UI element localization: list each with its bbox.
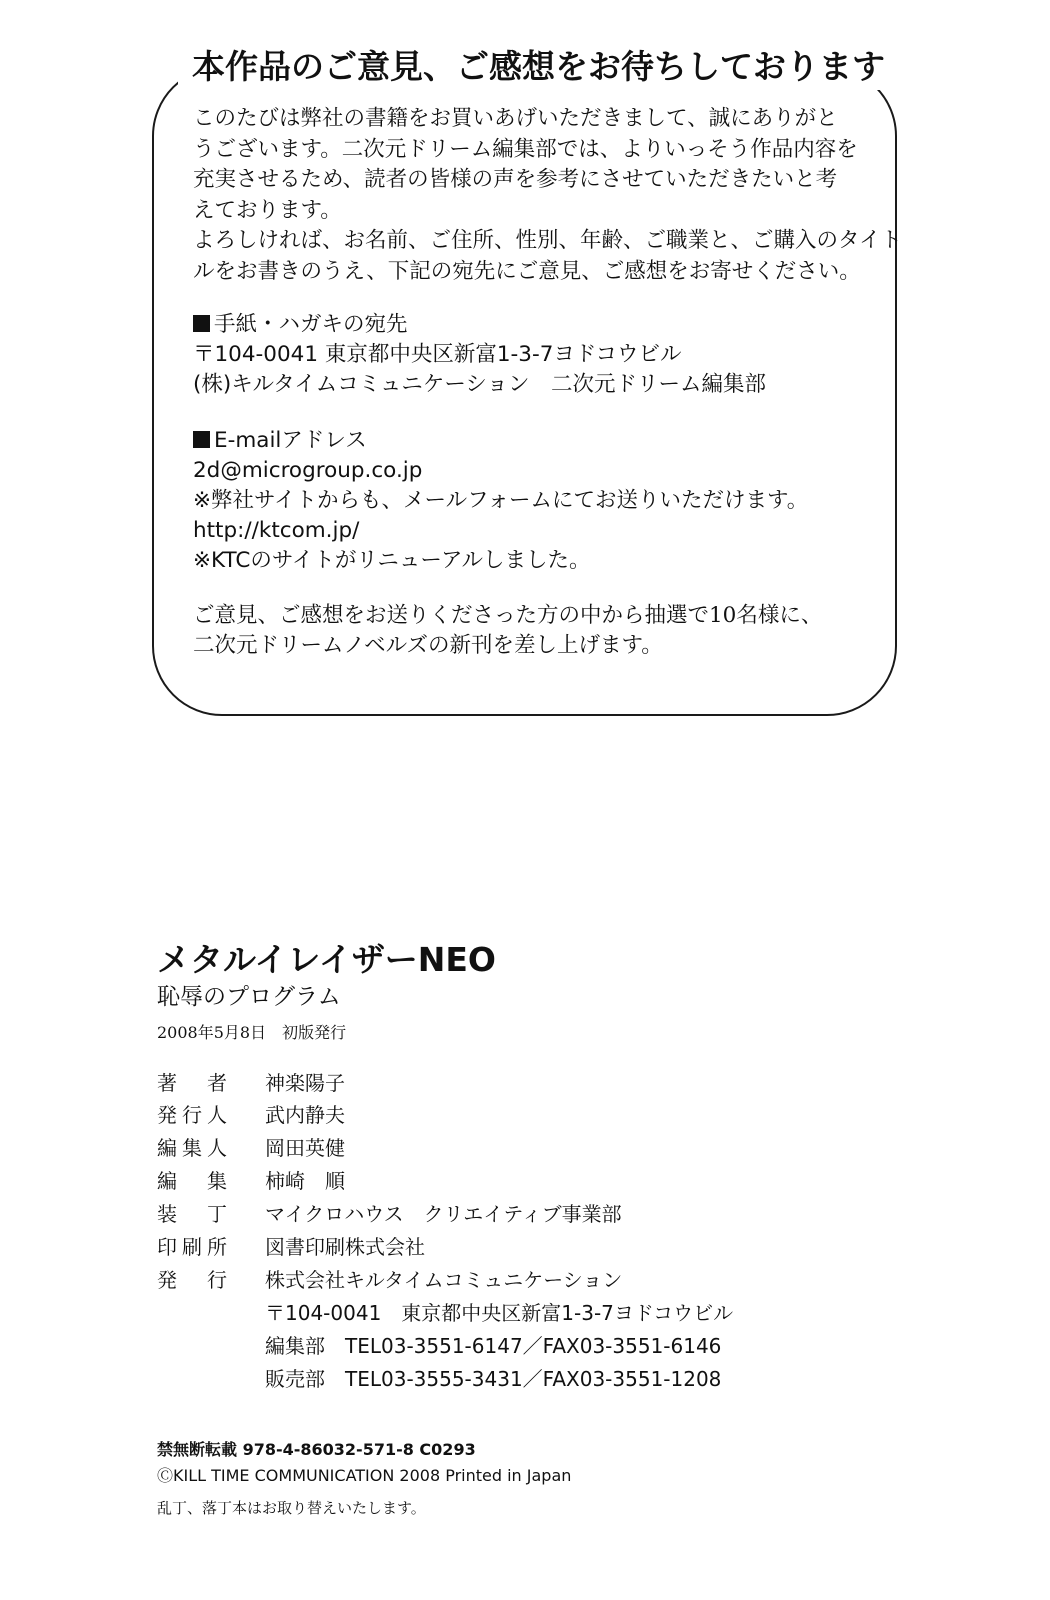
credit-label: 装丁	[157, 1202, 227, 1226]
copyright-line: ⒸKILL TIME COMMUNICATION 2008 Printed in Japan	[157, 1466, 572, 1485]
intro-line: 充実させるため、読者の皆様の声を参考にさせていただきたいと考	[193, 167, 838, 192]
square-bullet-icon	[193, 431, 210, 448]
book-subtitle: 恥辱のプログラム	[157, 984, 341, 1010]
site-url[interactable]: http://ktcom.jp/	[193, 518, 360, 543]
mail-address: 〒104-0041 東京都中央区新富1-3-7ヨドコウビル	[193, 342, 682, 367]
email-address[interactable]: 2d@microgroup.co.jp	[193, 458, 423, 483]
credit-value: マイクロハウス クリエイティブ事業部	[265, 1202, 622, 1226]
credit-label: 編集	[157, 1169, 227, 1193]
credit-value: 図書印刷株式会社	[265, 1235, 425, 1259]
mail-recipient: (株)キルタイムコミュニケーション 二次元ドリーム編集部	[193, 372, 766, 397]
credit-value: 株式会社キルタイムコミュニケーション	[265, 1268, 623, 1292]
prize-line: 二次元ドリームノベルズの新刊を差し上げます。	[193, 633, 663, 658]
credit-label: 編集人	[157, 1136, 227, 1160]
replacement-note: 乱丁、落丁本はお取り替えいたします。	[157, 1499, 426, 1517]
square-bullet-icon	[193, 315, 210, 332]
credit-value: 柿崎 順	[265, 1169, 345, 1193]
prize-section	[193, 601, 822, 661]
intro-line: えております。	[193, 197, 342, 223]
intro-line: ルをお書きのうえ、下記の宛先にご意見、ご感想をお寄せください。	[193, 258, 861, 284]
credit-value: 岡田英健	[265, 1136, 345, 1160]
credit-label: 印刷所	[157, 1235, 227, 1259]
mail-section	[193, 310, 766, 400]
credit-value: 武内静夫	[265, 1103, 345, 1127]
intro-line: うございます。二次元ドリーム編集部では、よりいっそう作品内容を	[193, 136, 858, 162]
prize-line: ご意見、ご感想をお送りくださった方の中から抽選で10名様に、	[193, 603, 823, 628]
intro-line: このたびは弊社の書籍をお買いあげいただきまして、誠にありがと	[193, 106, 838, 131]
credit-label: 著者	[157, 1071, 227, 1095]
renewal-note: ※KTCのサイトがリニューアルしました。	[193, 548, 591, 573]
notice-intro	[193, 104, 902, 287]
site-note: ※弊社サイトからも、メールフォームにてお送りいただけます。	[193, 488, 809, 513]
publication-date: 2008年5月8日 初版発行	[157, 1023, 347, 1042]
mail-heading: 手紙・ハガキの宛先	[193, 310, 766, 340]
credit-label: 発行	[157, 1268, 227, 1292]
credit-label: 発行人	[157, 1103, 227, 1127]
credit-value: 神楽陽子	[265, 1071, 345, 1095]
email-heading: E-mailアドレス	[193, 426, 808, 456]
intro-line: よろしければ、お名前、ご住所、性別、年齢、ご職業と、ご購入のタイト	[193, 228, 903, 253]
email-section	[193, 426, 808, 576]
isbn-line: 禁無断転載 978-4-86032-571-8 C0293	[157, 1440, 476, 1459]
notice-title: 本作品のご意見、ご感想をお待ちしております	[178, 44, 899, 90]
book-title: メタルイレイザーNEO	[157, 940, 496, 979]
